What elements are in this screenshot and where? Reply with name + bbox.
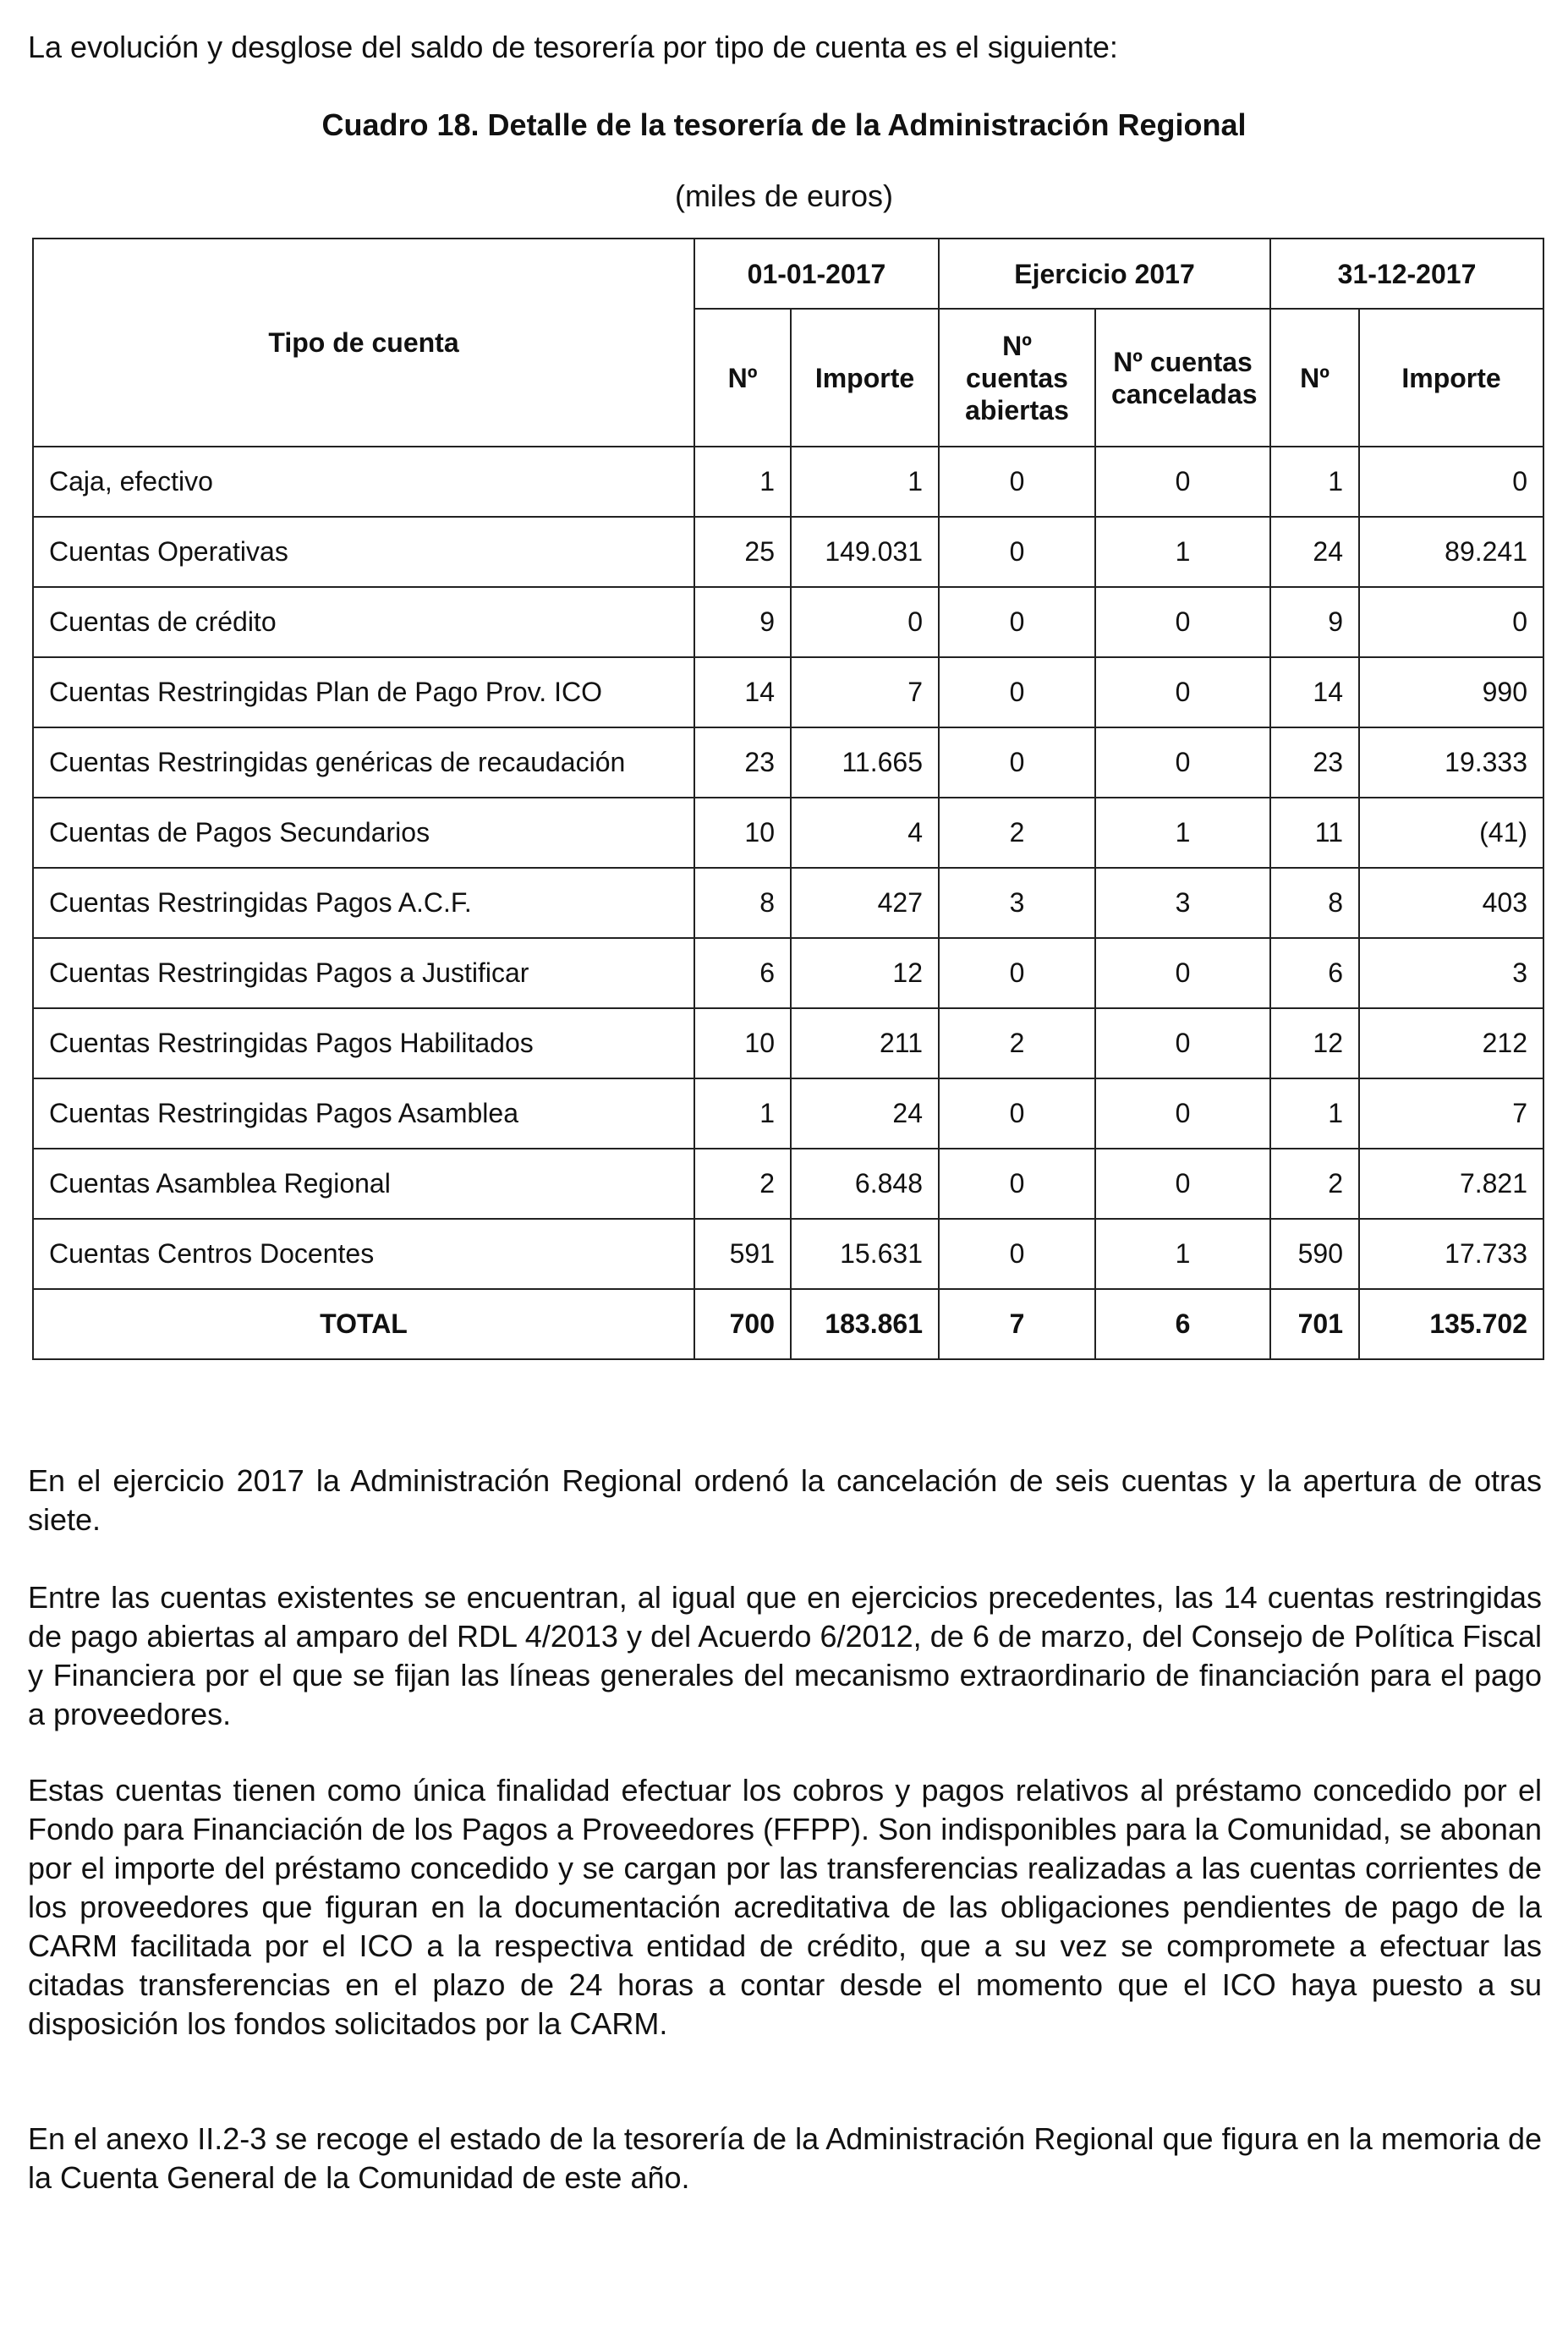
header-abiertas: Nº cuentas abiertas xyxy=(939,309,1095,447)
cell-n-end: 23 xyxy=(1270,727,1359,798)
paragraph: En el anexo II.2-3 se recoge el estado de la tesorería de la Administración Regional que figura en la memoria de la Cuenta General de la Comunidad de este año. xyxy=(28,2121,1542,2195)
cell-importe-end: 19.333 xyxy=(1359,727,1543,798)
cell-n-start: 6 xyxy=(694,938,791,1008)
cell-abiertas: 0 xyxy=(939,1078,1095,1149)
header-canceladas: Nº cuentas canceladas xyxy=(1095,309,1270,447)
cell-importe-end: 7 xyxy=(1359,1078,1543,1149)
cell-tipo: Cuentas Centros Docentes xyxy=(33,1219,694,1289)
paragraph: Estas cuentas tienen como única finalidad efectuar los cobros y pagos relativos al préstamo concedido por el Fondo para Financiación de los Pagos a Proveedores (FFPP). Son indisponibles para la Comunidad, se abonan por el importe del préstamo concedido y se cargan por las transferencias realizadas a las cuentas corrientes de los proveedores que figuran en la documentación acreditativa de las obligaciones pendientes de pago de la CARM facilitada por el ICO a la respectiva entidad de crédito, que a su vez se compromete a efectuar las citadas transferencias en el plazo de 24 horas a contar desde el momento que el ICO haya puesto a su disposición los fondos solicitados por la CARM. xyxy=(28,1773,1542,2041)
cell-n-start: 1 xyxy=(694,1078,791,1149)
cell-n-start: 10 xyxy=(694,798,791,868)
cell-n-end: 12 xyxy=(1270,1008,1359,1078)
cell-tipo: Cuentas Restringidas Pagos Asamblea xyxy=(33,1078,694,1149)
cell-canceladas: 0 xyxy=(1095,938,1270,1008)
table-row xyxy=(33,447,1543,517)
cell-tipo: Cuentas Restringidas Pagos Habilitados xyxy=(33,1008,694,1078)
cell-n-start: 9 xyxy=(694,587,791,657)
table-row xyxy=(33,587,1543,657)
cell-importe-start: 211 xyxy=(791,1008,939,1078)
cell-n-end: 9 xyxy=(1270,587,1359,657)
cell-abiertas: 0 xyxy=(939,447,1095,517)
cell-importe-start: 0 xyxy=(791,587,939,657)
cell-importe-start: 12 xyxy=(791,938,939,1008)
intro-text: La evolución y desglose del saldo de tesorería por tipo de cuenta es el siguiente: xyxy=(28,30,1118,64)
cell-n-start: 23 xyxy=(694,727,791,798)
header-importe-end: Importe xyxy=(1359,309,1543,447)
cell-tipo: Cuentas Restringidas Pagos a Justificar xyxy=(33,938,694,1008)
cell-importe-end: 89.241 xyxy=(1359,517,1543,587)
cell-n-start: 2 xyxy=(694,1149,791,1219)
cell-n-start: 700 xyxy=(694,1289,791,1359)
cell-tipo: Cuentas Restringidas genéricas de recaudación xyxy=(33,727,694,798)
cell-importe-start: 11.665 xyxy=(791,727,939,798)
table-body xyxy=(33,447,1543,1359)
cell-importe-end: 17.733 xyxy=(1359,1219,1543,1289)
cell-n-end: 1 xyxy=(1270,447,1359,517)
cell-importe-start: 15.631 xyxy=(791,1219,939,1289)
cell-importe-end: 3 xyxy=(1359,938,1543,1008)
cell-importe-start: 4 xyxy=(791,798,939,868)
table-row xyxy=(33,517,1543,587)
cell-abiertas: 0 xyxy=(939,517,1095,587)
treasury-table xyxy=(32,238,1544,1360)
cell-tipo: Cuentas Restringidas Plan de Pago Prov. ICO xyxy=(33,657,694,727)
cell-canceladas: 0 xyxy=(1095,1008,1270,1078)
cell-tipo: Cuentas Asamblea Regional xyxy=(33,1149,694,1219)
cell-importe-start: 149.031 xyxy=(791,517,939,587)
cell-tipo: TOTAL xyxy=(33,1289,694,1359)
cell-n-end: 14 xyxy=(1270,657,1359,727)
table-row xyxy=(33,1219,1543,1289)
table-row xyxy=(33,868,1543,938)
cell-importe-end: 7.821 xyxy=(1359,1149,1543,1219)
cell-abiertas: 0 xyxy=(939,1219,1095,1289)
cell-importe-start: 7 xyxy=(791,657,939,727)
cell-importe-start: 24 xyxy=(791,1078,939,1149)
cell-n-end: 1 xyxy=(1270,1078,1359,1149)
header-importe-start: Importe xyxy=(791,309,939,447)
cell-canceladas: 0 xyxy=(1095,447,1270,517)
cell-canceladas: 0 xyxy=(1095,1149,1270,1219)
cell-n-end: 11 xyxy=(1270,798,1359,868)
cell-canceladas: 0 xyxy=(1095,1078,1270,1149)
table-row xyxy=(33,798,1543,868)
cell-n-end: 590 xyxy=(1270,1219,1359,1289)
cell-importe-end: 0 xyxy=(1359,447,1543,517)
cell-abiertas: 0 xyxy=(939,727,1095,798)
cell-importe-end: 212 xyxy=(1359,1008,1543,1078)
header-n-end: Nº xyxy=(1270,309,1359,447)
table-row xyxy=(33,657,1543,727)
cell-importe-start: 183.861 xyxy=(791,1289,939,1359)
paragraph: Entre las cuentas existentes se encuentran, al igual que en ejercicios precedentes, las 14 cuentas restringidas de pago abiertas al amparo del RDL 4/2013 y del Acuerdo 6/2012, de 6 de marzo, del Consejo de Política Fiscal y Financiera por el que se fijan las líneas generales del mecanismo extraordinario de financiación para el pago a proveedores. xyxy=(28,1580,1542,1731)
cell-importe-start: 6.848 xyxy=(791,1149,939,1219)
table-row xyxy=(33,727,1543,798)
paragraph: En el ejercicio 2017 la Administración Regional ordenó la cancelación de seis cuentas y la apertura de otras siete. xyxy=(28,1463,1542,1537)
cell-canceladas: 3 xyxy=(1095,868,1270,938)
table-row xyxy=(33,1008,1543,1078)
table-units: (miles de euros) xyxy=(674,178,894,213)
cell-importe-start: 1 xyxy=(791,447,939,517)
cell-canceladas: 0 xyxy=(1095,727,1270,798)
cell-abiertas: 2 xyxy=(939,798,1095,868)
cell-canceladas: 0 xyxy=(1095,657,1270,727)
cell-n-end: 24 xyxy=(1270,517,1359,587)
cell-tipo: Cuentas Operativas xyxy=(33,517,694,587)
cell-importe-end: 0 xyxy=(1359,587,1543,657)
header-group-year: Ejercicio 2017 xyxy=(939,239,1270,309)
cell-n-end: 2 xyxy=(1270,1149,1359,1219)
header-group-start: 01-01-2017 xyxy=(694,239,939,309)
cell-tipo: Caja, efectivo xyxy=(33,447,694,517)
table-title: Cuadro 18. Detalle de la tesorería de la Administración Regional xyxy=(321,107,1247,142)
cell-canceladas: 1 xyxy=(1095,798,1270,868)
cell-importe-end: 403 xyxy=(1359,868,1543,938)
cell-canceladas: 0 xyxy=(1095,587,1270,657)
cell-n-end: 6 xyxy=(1270,938,1359,1008)
cell-canceladas: 1 xyxy=(1095,517,1270,587)
cell-n-start: 591 xyxy=(694,1219,791,1289)
table-row xyxy=(33,1149,1543,1219)
cell-importe-end: 135.702 xyxy=(1359,1289,1543,1359)
header-tipo: Tipo de cuenta xyxy=(33,239,694,447)
cell-n-start: 25 xyxy=(694,517,791,587)
table-row xyxy=(33,938,1543,1008)
cell-canceladas: 6 xyxy=(1095,1289,1270,1359)
cell-abiertas: 3 xyxy=(939,868,1095,938)
cell-n-start: 14 xyxy=(694,657,791,727)
cell-n-end: 8 xyxy=(1270,868,1359,938)
cell-importe-end: (41) xyxy=(1359,798,1543,868)
cell-importe-end: 990 xyxy=(1359,657,1543,727)
header-n-start: Nº xyxy=(694,309,791,447)
cell-abiertas: 0 xyxy=(939,1149,1095,1219)
cell-n-start: 8 xyxy=(694,868,791,938)
cell-tipo: Cuentas de Pagos Secundarios xyxy=(33,798,694,868)
cell-abiertas: 2 xyxy=(939,1008,1095,1078)
header-group-end: 31-12-2017 xyxy=(1270,239,1543,309)
table-row xyxy=(33,1078,1543,1149)
cell-importe-start: 427 xyxy=(791,868,939,938)
cell-n-start: 1 xyxy=(694,447,791,517)
cell-tipo: Cuentas Restringidas Pagos A.C.F. xyxy=(33,868,694,938)
cell-n-start: 10 xyxy=(694,1008,791,1078)
cell-abiertas: 0 xyxy=(939,587,1095,657)
cell-n-end: 701 xyxy=(1270,1289,1359,1359)
cell-abiertas: 0 xyxy=(939,938,1095,1008)
cell-abiertas: 0 xyxy=(939,657,1095,727)
table-row-total xyxy=(33,1289,1543,1359)
cell-tipo: Cuentas de crédito xyxy=(33,587,694,657)
cell-canceladas: 1 xyxy=(1095,1219,1270,1289)
cell-abiertas: 7 xyxy=(939,1289,1095,1359)
